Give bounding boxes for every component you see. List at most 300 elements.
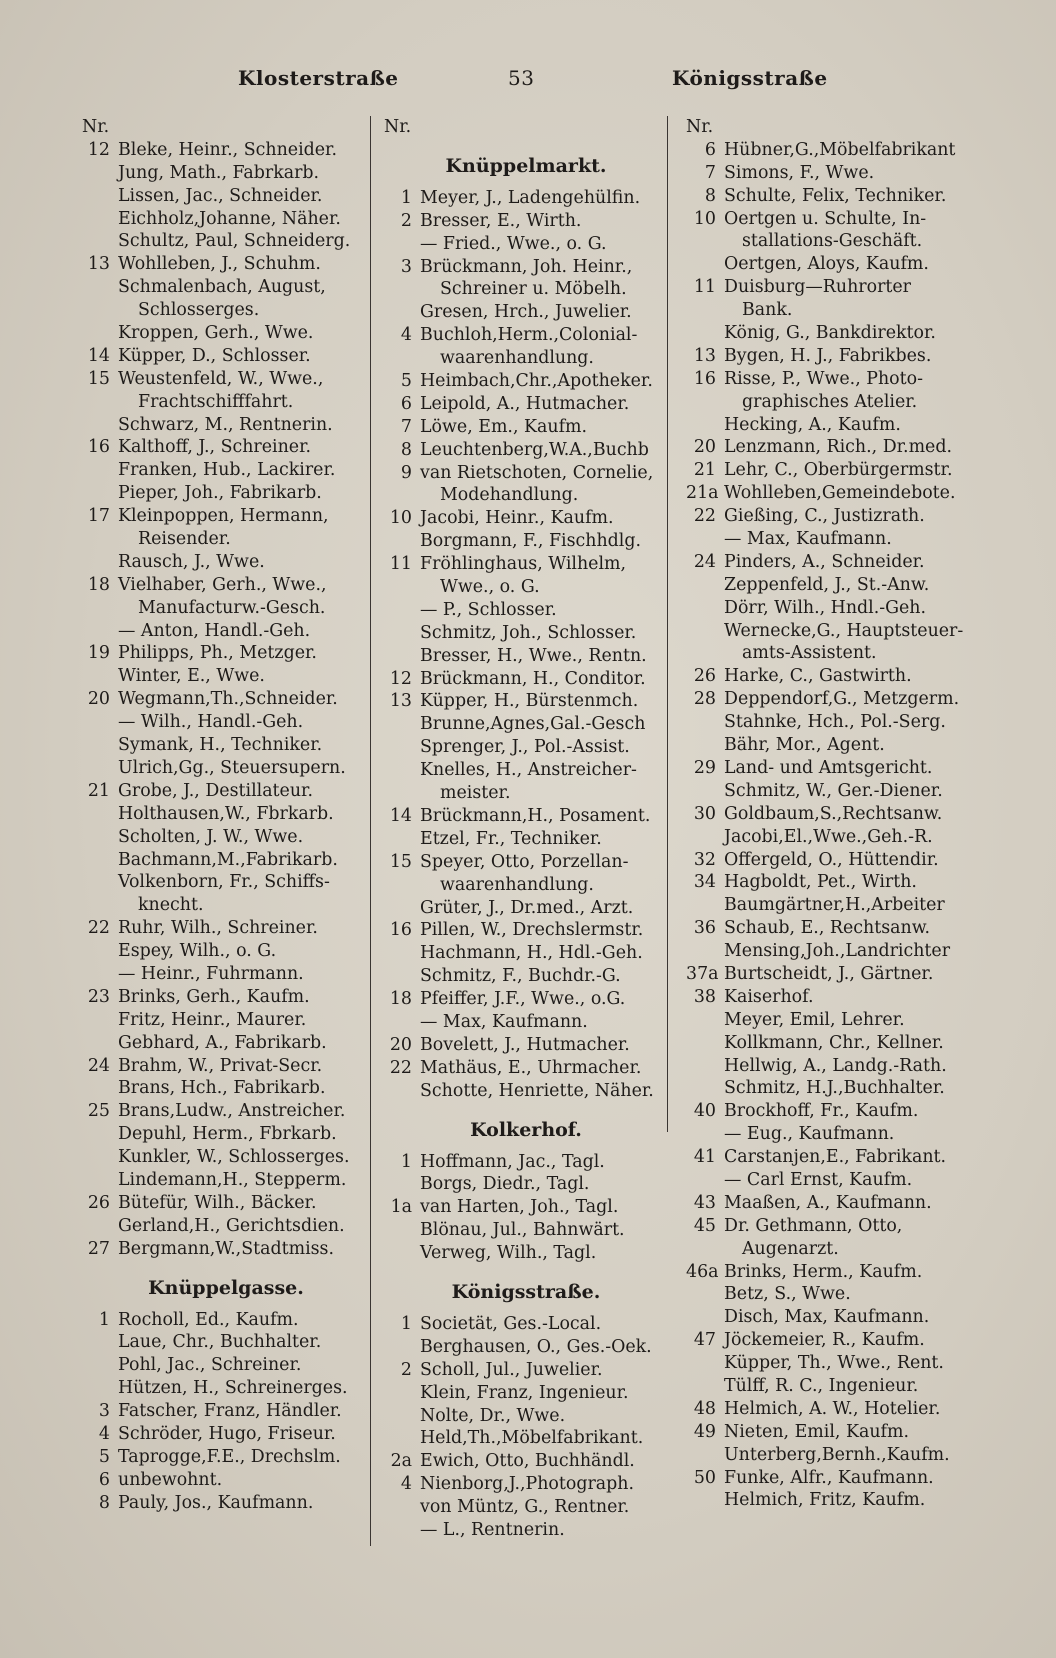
directory-entry [686,734,986,757]
resident-entry: Ewich, Otto, Buchhändl. [420,1451,635,1472]
directory-entry [82,1377,370,1400]
house-number: 5 [98,1446,110,1467]
house-number: 13 [389,691,412,712]
directory-entry [686,208,986,231]
resident-entry: Dr. Gethmann, Otto, [724,1215,903,1236]
house-number: 2 [400,210,412,231]
resident-entry: Hellwig, A., Landg.-Rath. [724,1055,947,1076]
directory-entry [384,919,668,942]
resident-entry: Simons, F., Wwe. [724,162,875,183]
resident-entry: Kroppen, Gerh., Wwe. [118,323,314,344]
resident-entry: Kleinpoppen, Hermann, [118,506,329,527]
resident-entry: Fritz, Heinr., Maurer. [118,1009,307,1030]
directory-entry [384,462,668,485]
resident-entry: Bygen, H. J., Fabrikbes. [724,345,932,366]
directory-entry [384,301,668,324]
resident-entry: Wegmann,Th.,Schneider. [118,689,338,710]
resident-entry: — Carl Ernst, Kaufm. [724,1169,913,1190]
resident-entry: Leuchtenberg,W.A.,Buchb [420,439,649,460]
directory-entry [82,1238,370,1261]
directory-entry [384,759,668,782]
directory-entry [384,553,668,576]
directory-entry [686,528,986,551]
directory-entry [82,139,370,162]
house-number: 6 [704,139,716,160]
directory-entry [82,620,370,643]
house-number: 30 [693,803,716,824]
resident-entry: Fröhlinghaus, Wilhelm, [420,554,627,575]
resident-entry: Holthausen,W., Fbrkarb. [118,803,334,824]
resident-entry: Leipold, A., Hutmacher. [420,393,630,414]
directory-entry [82,1169,370,1192]
directory-entry [82,1354,370,1377]
directory-entry [686,1055,986,1078]
resident-entry: Ruhr, Wilh., Schreiner. [118,918,318,939]
house-number: 11 [389,554,412,575]
directory-entry [686,917,986,940]
house-number: 16 [389,920,412,941]
resident-entry: Küpper, Th., Wwe., Rent. [724,1353,944,1374]
resident-entry: Bachmann,M.,Fabrikarb. [118,849,338,870]
directory-entry [686,826,986,849]
street-heading: Königsstraße. [451,1280,601,1303]
resident-entry: Brans,Ludw., Anstreicher. [118,1101,346,1122]
directory-entry [686,1444,986,1467]
house-number: 12 [87,139,110,160]
resident-entry: Brückmann, Joh. Heinr., [420,256,633,277]
entry-continuation: Reisender. [138,529,231,550]
resident-entry: Wernecke,G., Hauptsteuer- [724,620,964,641]
directory-entry [384,1473,668,1496]
house-number: 9 [400,462,412,483]
directory-entry [82,757,370,780]
directory-entry [82,826,370,849]
resident-entry: Oertgen u. Schulte, In- [724,208,927,229]
directory-entry [686,1352,986,1375]
directory-entry [82,1215,370,1238]
directory-entry [82,1055,370,1078]
directory-entry [82,1100,370,1123]
house-number: 2a [390,1451,412,1472]
resident-entry: von Müntz, G., Rentner. [420,1497,630,1518]
running-head-right: Königsstraße [672,66,828,90]
resident-entry: Helmich, Fritz, Kaufm. [724,1490,926,1511]
directory-entry [82,574,370,597]
resident-entry: Schmalenbach, August, [118,277,326,298]
directory-entry [384,1519,668,1542]
directory-entry [384,439,668,462]
house-number: 15 [389,851,412,872]
resident-entry: Hoffmann, Jac., Tagl. [420,1151,605,1172]
directory-entry [686,1489,986,1512]
directory-entry [686,345,986,368]
resident-entry: Hachmann, H., Hdl.-Geh. [420,943,643,964]
resident-entry: Schotte, Henriette, Näher. [420,1080,654,1101]
entry-continuation: Augenarzt. [742,1238,839,1259]
directory-entry [384,324,668,347]
resident-entry: Weustenfeld, W., Wwe., [118,368,324,389]
resident-entry: Nieten, Emil, Kaufm. [724,1421,909,1442]
resident-entry: König, G., Bankdirektor. [724,323,936,344]
directory-entry [82,208,370,231]
directory-entry [384,1336,668,1359]
directory-entry [82,1331,370,1354]
directory-entry [384,1450,668,1473]
directory-entry [686,757,986,780]
resident-entry: Nolte, Dr., Wwe. [420,1405,566,1426]
directory-entry [82,1309,370,1332]
directory-entry [82,734,370,757]
directory-entry [686,185,986,208]
directory-entry [82,780,370,803]
house-number: 22 [87,918,110,939]
house-number: 1 [400,187,412,208]
entry-continuation: Schlosserges. [138,300,260,321]
directory-entry [384,897,668,920]
resident-entry: Knelles, H., Anstreicher- [420,760,637,781]
directory-entry [384,393,668,416]
directory-entry [686,1398,986,1421]
resident-entry: Schröder, Hugo, Friseur. [118,1423,336,1444]
house-number: 8 [400,439,412,460]
running-head [0,66,1056,100]
directory-entry [686,1375,986,1398]
resident-entry: Maaßen, A., Kaufmann. [724,1192,932,1213]
house-number: 16 [87,437,110,458]
directory-entry [384,210,668,233]
directory-entry [686,620,986,643]
directory-entry [686,1192,986,1215]
directory-entry [82,345,370,368]
resident-entry: — Heinr., Fuhrmann. [118,963,304,984]
entry-continuation: graphisches Atelier. [742,391,918,412]
house-number: 18 [389,989,412,1010]
house-number: 11 [693,277,716,298]
column-header: Nr. [686,117,714,137]
directory-entry [384,1359,668,1382]
entry-continuation: Schreiner u. Möbelh. [440,279,627,300]
resident-entry: Schaub, E., Rechtsanw. [724,918,931,939]
resident-entry: Brückmann, H., Conditor. [420,668,646,689]
resident-entry: Ulrich,Gg., Steuersupern. [118,757,346,778]
house-number: 26 [693,666,716,687]
resident-entry: Grobe, J., Destillateur. [118,780,313,801]
entry-continuation: Wwe., o. G. [440,577,540,598]
directory-entry [384,851,668,874]
directory-entry [686,803,986,826]
street-heading: Knüppelgasse. [148,1276,304,1299]
resident-entry: Buchloh,Herm.,Colonial- [420,325,638,346]
resident-entry: — Max, Kaufmann. [724,529,892,550]
resident-entry: Mathäus, E., Uhrmacher. [420,1057,642,1078]
resident-entry: Schmitz, F., Buchdr.-G. [420,966,621,987]
house-number: 49 [693,1421,716,1442]
house-number: 20 [693,437,716,458]
directory-entry [82,1423,370,1446]
resident-entry: van Harten, Joh., Tagl. [420,1197,619,1218]
house-number: 3 [400,256,412,277]
resident-entry: Bresser, E., Wirth. [420,210,582,231]
resident-entry: Brahm, W., Privat-Secr. [118,1055,323,1076]
directory-entry [384,370,668,393]
house-number: 8 [98,1492,110,1513]
resident-entry: Land- und Amtsgericht. [724,757,933,778]
directory-entry [686,711,986,734]
directory-entry [384,622,668,645]
house-number: 21a [686,483,719,504]
resident-entry: Disch, Max, Kaufmann. [724,1307,930,1328]
resident-entry: Berghausen, O., Ges.-Oek. [420,1336,652,1357]
directory-entry [686,276,986,299]
directory-entry [686,597,986,620]
resident-entry: — Fried., Wwe., o. G. [420,233,607,254]
directory-entry [384,1313,668,1336]
resident-entry: Bähr, Mor., Agent. [724,735,885,756]
house-number: 18 [87,574,110,595]
directory-entry [686,505,986,528]
directory-entry [82,551,370,574]
house-number: 21 [693,460,716,481]
resident-entry: Carstanjen,E., Fabrikant. [724,1147,947,1168]
directory-entry [686,551,986,574]
directory-entry [82,711,370,734]
house-number: 12 [389,668,412,689]
directory-entry [686,162,986,185]
directory-entry [82,917,370,940]
resident-entry: Borgs, Diedr., Tagl. [420,1174,590,1195]
house-number: 15 [87,368,110,389]
directory-entry [686,574,986,597]
directory-entry [384,256,668,279]
house-number: 22 [389,1057,412,1078]
directory-entry [82,871,370,894]
resident-entry: Brinks, Herm., Kaufm. [724,1261,923,1282]
house-number: 1a [390,1197,412,1218]
directory-entry [384,828,668,851]
resident-entry: Blönau, Jul., Bahnwärt. [420,1220,625,1241]
directory-entry [384,1011,668,1034]
house-number: 3 [98,1401,110,1422]
directory-entry [384,1382,668,1405]
column-header: Nr. [82,117,110,137]
directory-entry [82,368,370,391]
resident-entry: Klein, Franz, Ingenieur. [420,1382,629,1403]
resident-entry: Lissen, Jac., Schneider. [118,185,323,206]
resident-entry: Schulte, Felix, Techniker. [724,185,947,206]
directory-entry [82,1146,370,1169]
directory-entry [82,162,370,185]
house-number: 25 [87,1101,110,1122]
house-number: 47 [693,1330,716,1351]
resident-entry: Brückmann,H., Posament. [420,805,651,826]
resident-entry: Gießing, C., Justizrath. [724,506,925,527]
resident-entry: Grüter, J., Dr.med., Arzt. [420,897,634,918]
resident-entry: Goldbaum,S.,Rechtsanw. [724,803,943,824]
directory-entry [686,940,986,963]
resident-entry: Philipps, Ph., Metzger. [118,643,317,664]
resident-entry: Heimbach,Chr.,Apotheker. [420,371,653,392]
directory-entry [82,986,370,1009]
directory-entry [82,253,370,276]
page-number: 53 [508,66,535,90]
resident-entry: Eichholz,Johanne, Näher. [118,208,341,229]
directory-entry [686,986,986,1009]
directory-entry [384,805,668,828]
house-number: 36 [693,918,716,939]
resident-entry: Gresen, Hrch., Juwelier. [420,302,632,323]
directory-entry [82,688,370,711]
directory-entry [686,482,986,505]
directory-entry [82,665,370,688]
directory-entry [82,414,370,437]
resident-entry: Brinks, Gerh., Kaufm. [118,986,310,1007]
directory-entry [82,1123,370,1146]
resident-entry: Meyer, J., Ladengehülfin. [420,187,641,208]
resident-entry: Hagboldt, Pet., Wirth. [724,872,917,893]
house-number: 5 [400,371,412,392]
directory-entry [686,1215,986,1238]
resident-entry: Verweg, Wilh., Tagl. [420,1243,597,1264]
resident-entry: Küpper, H., Bürstenmch. [420,691,639,712]
resident-entry: Symank, H., Techniker. [118,735,323,756]
house-number: 40 [693,1101,716,1122]
column-3 [686,116,986,1512]
resident-entry: Kollkmann, Chr., Kellner. [724,1032,944,1053]
directory-entry [384,1173,668,1196]
resident-entry: Bovelett, J., Hutmacher. [420,1034,630,1055]
house-number: 7 [704,162,716,183]
house-number: 23 [87,986,110,1007]
directory-entry [82,1192,370,1215]
resident-entry: Nienborg,J.,Photograph. [420,1474,635,1495]
directory-entry [686,1077,986,1100]
resident-entry: Pohl, Jac., Schreiner. [118,1355,302,1376]
house-number: 17 [87,506,110,527]
house-number: 2 [400,1359,412,1380]
resident-entry: Küpper, D., Schlosser. [118,345,311,366]
resident-entry: Burtscheidt, J., Gärtner. [724,963,934,984]
house-number: 19 [87,643,110,664]
resident-entry: Gerland,H., Gerichtsdien. [118,1215,345,1236]
house-number: 26 [87,1192,110,1213]
resident-entry: Brunne,Agnes,Gal.-Gesch [420,714,646,735]
directory-entry [384,1242,668,1265]
directory-entry [384,233,668,256]
resident-entry: — Max, Kaufmann. [420,1011,588,1032]
house-number: 16 [693,368,716,389]
directory-entry [82,940,370,963]
resident-entry: Bleke, Heinr., Schneider. [118,139,337,160]
directory-entry [384,1427,668,1450]
house-number: 50 [693,1467,716,1488]
directory-entry [686,368,986,391]
house-number: 13 [693,345,716,366]
resident-entry: Winter, E., Wwe. [118,666,265,687]
directory-entry [686,780,986,803]
directory-entry [686,849,986,872]
directory-entry [686,1421,986,1444]
directory-entry [82,185,370,208]
resident-entry: Lindemann,H., Stepperm. [118,1169,347,1190]
directory-entry [384,1219,668,1242]
directory-entry [384,965,668,988]
directory-entry [384,599,668,622]
directory-entry [384,713,668,736]
resident-entry: Scholten, J. W., Wwe. [118,826,304,847]
resident-entry: Pinders, A., Schneider. [724,551,925,572]
directory-entry [686,1146,986,1169]
directory-entry [686,1032,986,1055]
resident-entry: Etzel, Fr., Techniker. [420,828,602,849]
house-number: 10 [389,508,412,529]
directory-entry [686,1329,986,1352]
street-heading: Knüppelmarkt. [445,154,607,177]
house-number: 28 [693,689,716,710]
house-number: 21 [87,780,110,801]
directory-entry [82,505,370,528]
resident-entry: Jacobi, Heinr., Kaufm. [420,508,614,529]
directory-entry [82,803,370,826]
directory-entry [384,187,668,210]
directory-entry [686,1100,986,1123]
directory-entry [686,665,986,688]
entry-continuation: stallations-Geschäft. [742,231,923,252]
resident-entry: van Rietschoten, Cornelie, [420,462,654,483]
house-number: 14 [87,345,110,366]
column-header: Nr. [384,117,412,137]
house-number: 46a [686,1261,719,1282]
resident-entry: Brockhoff, Fr., Kaufm. [724,1101,919,1122]
directory-entry [384,416,668,439]
house-number: 20 [87,689,110,710]
directory-entry [82,482,370,505]
directory-entry [82,1492,370,1515]
resident-entry: Schmitz, Joh., Schlosser. [420,622,637,643]
resident-entry: Gebhard, A., Fabrikarb. [118,1032,327,1053]
resident-entry: Pauly, Jos., Kaufmann. [118,1492,314,1513]
directory-entry [82,849,370,872]
column-divider-1 [370,116,371,1546]
house-number: 24 [693,551,716,572]
directory-entry [82,1469,370,1492]
resident-entry: Fatscher, Franz, Händler. [118,1401,342,1422]
house-number: 27 [87,1238,110,1259]
house-number: 4 [400,325,412,346]
resident-entry: Hübner,G.,Möbelfabrikant [724,139,956,160]
resident-entry: Harke, C., Gastwirth. [724,666,912,687]
resident-entry: Rocholl, Ed., Kaufm. [118,1309,299,1330]
directory-entry [82,1077,370,1100]
resident-entry: Kunkler, W., Schlosserges. [118,1147,350,1168]
resident-entry: Oertgen, Aloys, Kaufm. [724,254,929,275]
resident-entry: Kalthoff, J., Schreiner. [118,437,312,458]
entry-continuation: amts-Assistent. [742,643,877,664]
directory-entry [686,1467,986,1490]
resident-entry: Held,Th.,Möbelfabrikant. [420,1428,644,1449]
entry-continuation: Manufacturw.-Gesch. [138,597,326,618]
entry-continuation: meister. [440,783,511,804]
resident-entry: Zeppenfeld, J., St.-Anw. [724,574,930,595]
resident-entry: Laue, Chr., Buchhalter. [118,1332,322,1353]
resident-entry: Depuhl, Herm., Fbrkarb. [118,1124,337,1145]
resident-entry: Rausch, J., Wwe. [118,551,265,572]
resident-entry: Taprogge,F.E., Drechslm. [118,1446,341,1467]
resident-entry: — P., Schlosser. [420,599,557,620]
resident-entry: Schultz, Paul, Schneiderg. [118,231,351,252]
resident-entry: Schmitz, H.J.,Buchhalter. [724,1078,945,1099]
resident-entry: Sprenger, J., Pol.-Assist. [420,737,630,758]
resident-entry: Hützen, H., Schreinerges. [118,1378,348,1399]
